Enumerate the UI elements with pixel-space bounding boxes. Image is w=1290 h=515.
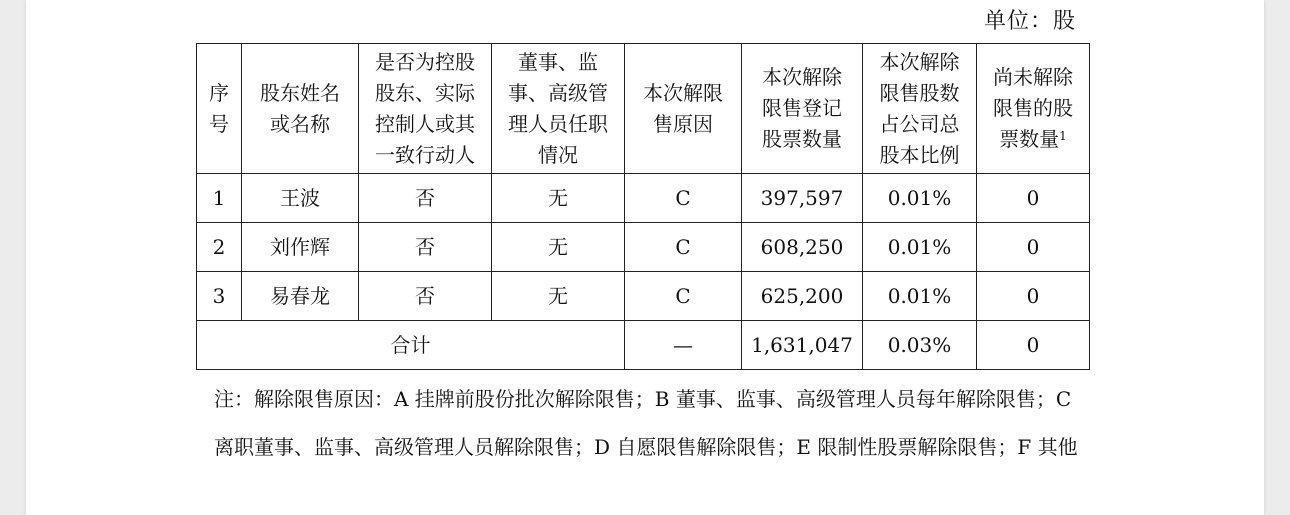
table-row [197,174,1090,223]
cell-index: 1 [197,174,242,223]
total-reason: — [625,321,742,370]
header-release-ratio: 本次解除限售股数占公司总股本比例 [863,44,977,174]
total-label: 合计 [197,321,625,370]
cell-shares: 397,597 [742,174,863,223]
cell-reason: C [625,174,742,223]
cell-ratio: 0.01% [863,223,977,272]
table-row [197,223,1090,272]
cell-remaining: 0 [977,223,1090,272]
unit-label: 单位：股 [983,9,1076,34]
cell-shares: 625,200 [742,272,863,321]
header-director-position: 董事、监事、高级管理人员任职情况 [492,44,625,174]
cell-controlling: 否 [359,223,492,272]
release-reason-note: 注：解除限售原因：A 挂牌前股份批次解除限售；B 董事、监事、高级管理人员每年解除限售；C 离职董事、监事、高级管理人员解除限售；D 自愿限售解除限售；E 限制性股票解除限售；F 其他 [214,387,1078,459]
table-total-row [197,321,1090,370]
cell-controlling: 否 [359,174,492,223]
cell-name: 王波 [242,174,359,223]
cell-name: 易春龙 [242,272,359,321]
header-remaining-shares: 尚未解除限售的股票数量$^1$ [977,44,1090,174]
cell-index: 2 [197,223,242,272]
cell-remaining: 0 [977,272,1090,321]
table-header-row [197,44,1090,174]
total-ratio: 0.03% [863,321,977,370]
header-shareholder-name: 股东姓名或名称 [242,44,359,174]
cell-shares: 608,250 [742,223,863,272]
total-shares: 1,631,047 [742,321,863,370]
cell-position: 无 [492,174,625,223]
total-remaining: 0 [977,321,1090,370]
document-page [26,0,1264,515]
share-release-table [196,43,1090,370]
cell-remaining: 0 [977,174,1090,223]
cell-reason: C [625,223,742,272]
cell-index: 3 [197,272,242,321]
cell-controlling: 否 [359,272,492,321]
cell-ratio: 0.01% [863,272,977,321]
cell-name: 刘作辉 [242,223,359,272]
table-row [197,272,1090,321]
header-release-shares: 本次解除限售登记股票数量 [742,44,863,174]
cell-reason: C [625,272,742,321]
cell-position: 无 [492,223,625,272]
header-controlling-shareholder: 是否为控股股东、实际控制人或其一致行动人 [359,44,492,174]
footnote-marker: 1 [1059,129,1067,143]
cell-ratio: 0.01% [863,174,977,223]
cell-position: 无 [492,272,625,321]
header-index: 序号 [197,44,242,174]
header-release-reason: 本次解限售原因 [625,44,742,174]
